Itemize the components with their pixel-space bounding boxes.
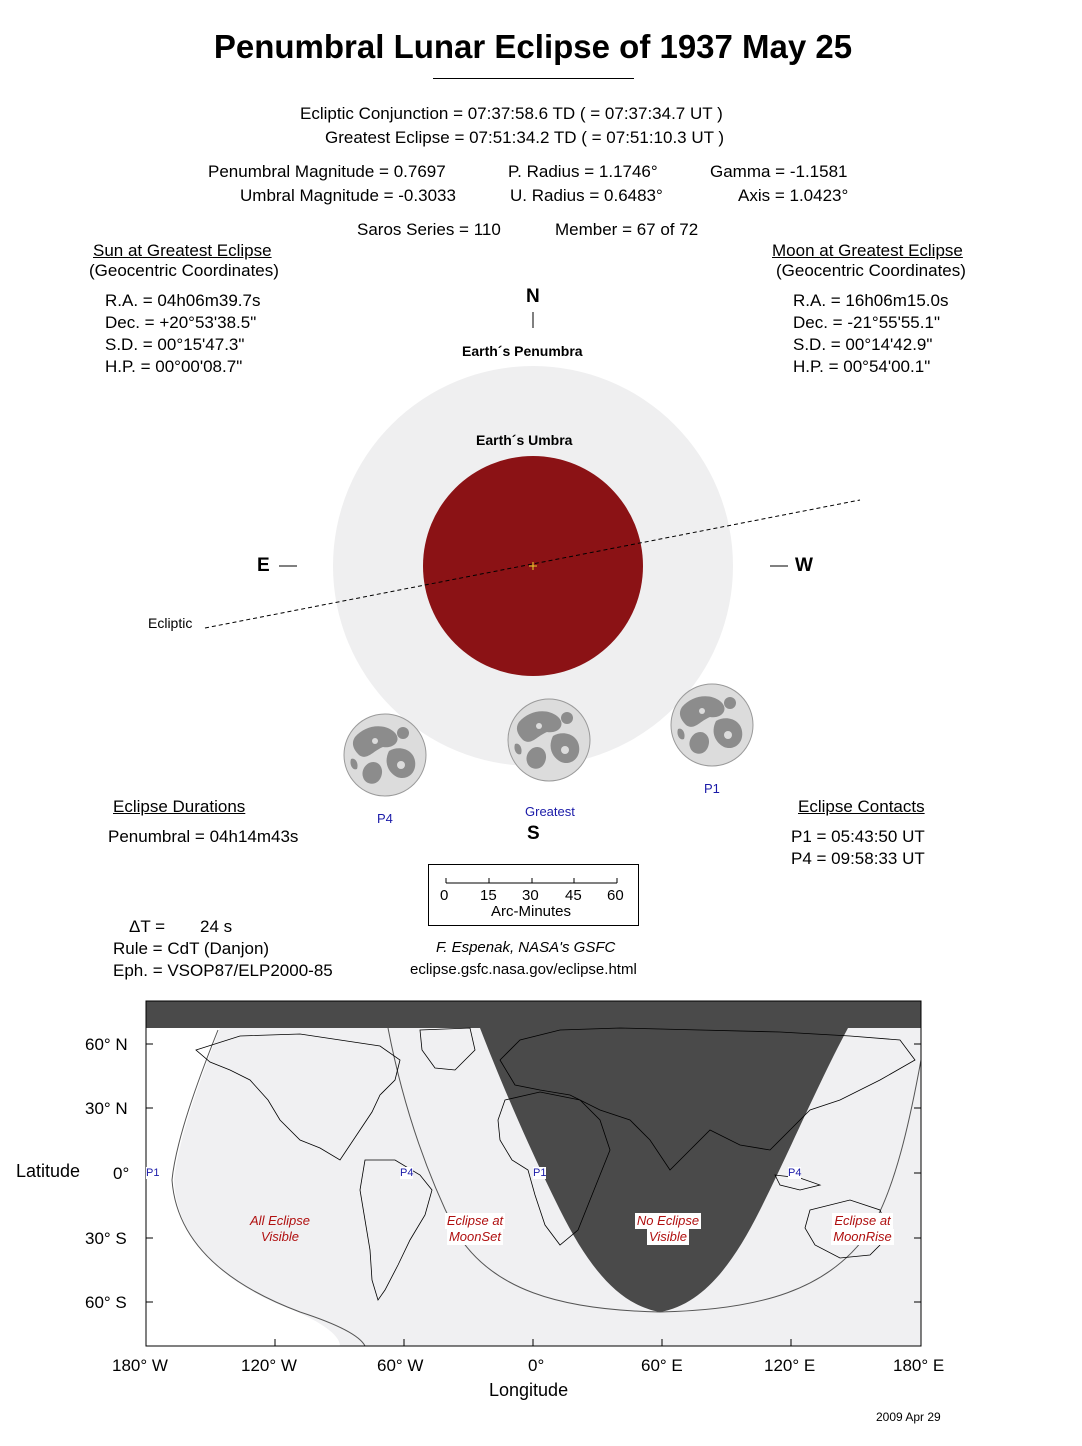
map-p4-east: P4 bbox=[788, 1167, 802, 1179]
scale-tick-60: 60 bbox=[607, 887, 624, 904]
url-text: eclipse.gsfc.nasa.gov/eclipse.html bbox=[410, 961, 637, 978]
p1-moon-label: P1 bbox=[704, 781, 720, 796]
zone-all-eclipse bbox=[243, 1213, 317, 1245]
sun-subheading: (Geocentric Coordinates) bbox=[89, 261, 279, 280]
delta-t-label: ΔT = bbox=[129, 917, 166, 936]
sun-sd: S.D. = 00°15'47.3" bbox=[105, 335, 245, 354]
footer-date: 2009 Apr 29 bbox=[876, 1410, 941, 1424]
lon-tick-0: 0° bbox=[528, 1356, 545, 1375]
zone-set-line2: MoonSet bbox=[448, 1229, 502, 1244]
saros-member: Member = 67 of 72 bbox=[555, 220, 699, 239]
lat-tick-60n: 60° N bbox=[85, 1035, 128, 1054]
zone-all-line1: All Eclipse bbox=[250, 1213, 310, 1228]
lon-tick-120w: 120° W bbox=[241, 1356, 297, 1375]
lat-tick-30s: 30° S bbox=[85, 1229, 127, 1248]
north-label: N bbox=[526, 286, 540, 307]
contact-p4: P4 = 09:58:33 UT bbox=[791, 849, 925, 868]
moon-sd: S.D. = 00°14'42.9" bbox=[793, 335, 933, 354]
penumbral-radius: P. Radius = 1.1746° bbox=[508, 162, 658, 181]
sun-hp: H.P. = 00°00'08.7" bbox=[105, 357, 243, 376]
lat-tick-0: 0° bbox=[113, 1164, 130, 1183]
lon-tick-120e: 120° E bbox=[764, 1356, 816, 1375]
zone-none-line2: Visible bbox=[648, 1229, 688, 1244]
rule-text: Rule = CdT (Danjon) bbox=[113, 939, 270, 958]
moon-subheading: (Geocentric Coordinates) bbox=[776, 261, 966, 280]
west-label: W bbox=[795, 555, 813, 576]
lon-tick-60e: 60° E bbox=[641, 1356, 683, 1375]
zone-moonrise bbox=[825, 1213, 900, 1245]
lat-tick-30n: 30° N bbox=[85, 1099, 128, 1118]
map-xlabel: Longitude bbox=[489, 1380, 569, 1400]
scale-label: Arc-Minutes bbox=[491, 903, 572, 920]
east-label: E bbox=[257, 555, 270, 576]
map-ylabel: Latitude bbox=[16, 1161, 81, 1181]
lon-tick-180w: 180° W bbox=[112, 1356, 168, 1375]
contacts-heading: Eclipse Contacts bbox=[798, 797, 925, 816]
p4-moon-label: P4 bbox=[377, 811, 393, 826]
zone-rise-line2: MoonRise bbox=[833, 1229, 892, 1244]
sun-dec: Dec. = +20°53'38.5" bbox=[105, 313, 257, 332]
zone-no-eclipse bbox=[628, 1213, 708, 1245]
zone-moonset bbox=[440, 1213, 510, 1245]
moon-ra: R.A. = 16h06m15.0s bbox=[793, 291, 949, 310]
zone-set-line1: Eclipse at bbox=[446, 1213, 504, 1228]
lon-tick-60w: 60° W bbox=[377, 1356, 424, 1375]
scale-tick-15: 15 bbox=[480, 887, 497, 904]
greatest-moon-label: Greatest bbox=[525, 804, 575, 819]
zone-none-line1: No Eclipse bbox=[636, 1213, 700, 1228]
axis-value: Axis = 1.0423° bbox=[738, 186, 849, 205]
umbra-label: Earth´s Umbra bbox=[476, 432, 573, 448]
scale-tick-0: 0 bbox=[440, 887, 449, 904]
scale-tick-45: 45 bbox=[565, 887, 582, 904]
gamma-value: Gamma = -1.1581 bbox=[710, 162, 848, 181]
credit-text: F. Espenak, NASA's GSFC bbox=[436, 939, 616, 956]
durations-heading: Eclipse Durations bbox=[113, 797, 246, 816]
saros-series: Saros Series = 110 bbox=[357, 220, 501, 239]
conjunction-line: Ecliptic Conjunction = 07:37:58.6 TD ( = 07:37:34.7 UT ) bbox=[300, 104, 723, 123]
greatest-eclipse-line: Greatest Eclipse = 07:51:34.2 TD ( = 07:51:10.3 UT ) bbox=[325, 128, 725, 147]
scale-tick-30: 30 bbox=[522, 887, 539, 904]
lat-tick-60s: 60° S bbox=[85, 1293, 127, 1312]
moon-hp: H.P. = 00°54'00.1" bbox=[793, 357, 931, 376]
sun-ra: R.A. = 04h06m39.7s bbox=[105, 291, 261, 310]
penumbral-duration: Penumbral = 04h14m43s bbox=[108, 827, 299, 846]
contact-p1: P1 = 05:43:50 UT bbox=[791, 827, 925, 846]
moon-dec: Dec. = -21°55'55.1" bbox=[793, 313, 940, 332]
south-label: S bbox=[527, 823, 540, 844]
delta-t-value: 24 s bbox=[200, 917, 233, 936]
map-polar-band bbox=[146, 1001, 921, 1028]
map-p1-west: P1 bbox=[146, 1167, 160, 1179]
lon-tick-180e: 180° E bbox=[893, 1356, 945, 1375]
sun-heading: Sun at Greatest Eclipse bbox=[93, 241, 272, 260]
umbral-radius: U. Radius = 0.6483° bbox=[510, 186, 663, 205]
map-p4-west: P4 bbox=[400, 1167, 414, 1179]
moon-heading: Moon at Greatest Eclipse bbox=[772, 241, 963, 260]
umbral-magnitude: Umbral Magnitude = -0.3033 bbox=[240, 186, 456, 205]
zone-rise-line1: Eclipse at bbox=[834, 1213, 891, 1228]
map-p1-east: P1 bbox=[533, 1167, 547, 1179]
ephemeris-text: Eph. = VSOP87/ELP2000-85 bbox=[113, 961, 333, 980]
penumbral-magnitude: Penumbral Magnitude = 0.7697 bbox=[208, 162, 446, 181]
ecliptic-label: Ecliptic bbox=[148, 615, 193, 631]
zone-all-line2: Visible bbox=[260, 1229, 300, 1244]
page-title: Penumbral Lunar Eclipse of 1937 May 25 bbox=[213, 28, 853, 65]
penumbra-label: Earth´s Penumbra bbox=[462, 343, 583, 359]
